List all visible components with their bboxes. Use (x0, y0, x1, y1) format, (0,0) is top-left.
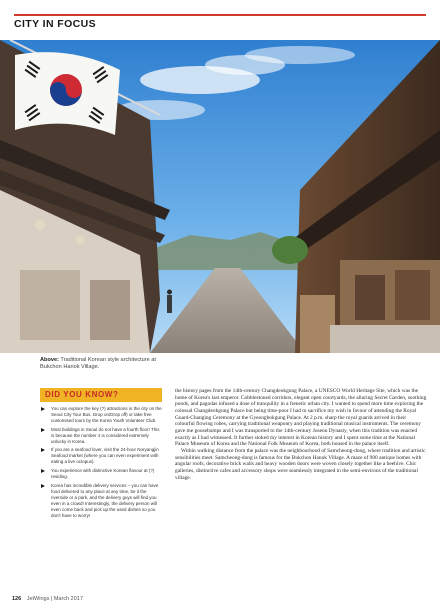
photo-caption (40, 357, 160, 371)
body-paragraph: the history pages from the 14th-century Changdeokgung Palace, a UNESCO World Heritage Site, which was the home of Korea's last emperor. Cobblestoned corridors, elegant open courtyards, the alluring Secret Garden, soothing ponds, and pagodas infused a dose of tranquility in a frenetic urban city. I wanted to spend more time exploring the colossal Changdeokgung Palace but being time-poor I had to sacrifice my wish in favour of attending the Royal Guard-Changing Ceremony at the Gyeongbokgung Palace. At 2 p.m. sharp the royal guards arrived in their colourful flowing robes, carrying traditional weaponry and playing traditional musical instruments. The ceremony gave me goosebumps and I was transported to the 14th-century Joseon Dynasty, when this tradition was enacted exactly as I had witnessed. It further stoked my interest in Korean history and I spent some time at the National Palace Museum of Korea and the National Folk Museum of Korea, both housed in the palace itself. (175, 388, 427, 448)
south-korea-flag-icon (15, 52, 120, 135)
section-rule (14, 14, 426, 16)
article-body (175, 388, 427, 481)
triangle-bullet-icon (41, 484, 45, 488)
list-item (40, 427, 162, 445)
page-number: 126 (12, 596, 22, 602)
hanok-street-photo (0, 40, 440, 353)
caption-label: Above: (40, 357, 59, 363)
caption-text: Traditional Korean style architecture at Bukchon Hanok Village. (40, 357, 156, 370)
list-item-text: Most buildings in Seoul do not have a fourth floor! This is because the number 4 is considered extremely unlucky in Korea. (51, 426, 160, 444)
triangle-bullet-icon (41, 448, 45, 452)
publication-name: JetWings (26, 596, 50, 602)
list-item-text: If you are a seafood lover, visit the 24-hour Noryangjin Seafood market (where you can even experiment with eating a live octopus). (51, 447, 159, 465)
list-item (40, 406, 162, 424)
did-you-know-list (40, 406, 162, 518)
did-you-know-title: DID YOU KNOW? (40, 388, 162, 402)
body-paragraph: Within walking distance from the palace was the neighbourhood of Samcheong-dong, where tradition and artistic sensibilities meet. Samcheong-dong is famous for the Bukchon Hanok Village. A maze of 900 antique homes with angular roofs, decorative brick walls and heavy wooden doors were woven closely together like a beehive. Chic galleries, distinctive cafes and accessory shops were seamlessly integrated in the semi-environs of the traditional village. (175, 447, 426, 481)
list-item-text: Korea has incredible delivery services – you can have food delivered to any place at any time, be it the riverside or a park, and the delivery guys will find you even in a crowd! Interestingly, the delivery person will even come back and pick up the used dishes so you don't have to worry! (51, 482, 159, 518)
list-item (40, 468, 162, 480)
list-item (40, 483, 162, 518)
did-you-know-box (40, 388, 162, 521)
list-item-text: You can explore the key (?) attractions in the city on the Seoul City Tour Bus. Drop on/Drop off) or take free customised tours by the Korea Youth Volunteer Club. (51, 406, 162, 423)
triangle-bullet-icon (41, 428, 45, 432)
section-title: CITY IN FOCUS (14, 18, 97, 30)
page-footer: 126 JetWings | March 2017 (12, 596, 83, 602)
list-item-text: You experience with distinctive Korean flavour at (?) residing. (51, 468, 155, 480)
triangle-bullet-icon (41, 469, 45, 473)
list-item (40, 447, 162, 465)
triangle-bullet-icon (41, 407, 45, 411)
issue-date: March 2017 (53, 596, 83, 602)
